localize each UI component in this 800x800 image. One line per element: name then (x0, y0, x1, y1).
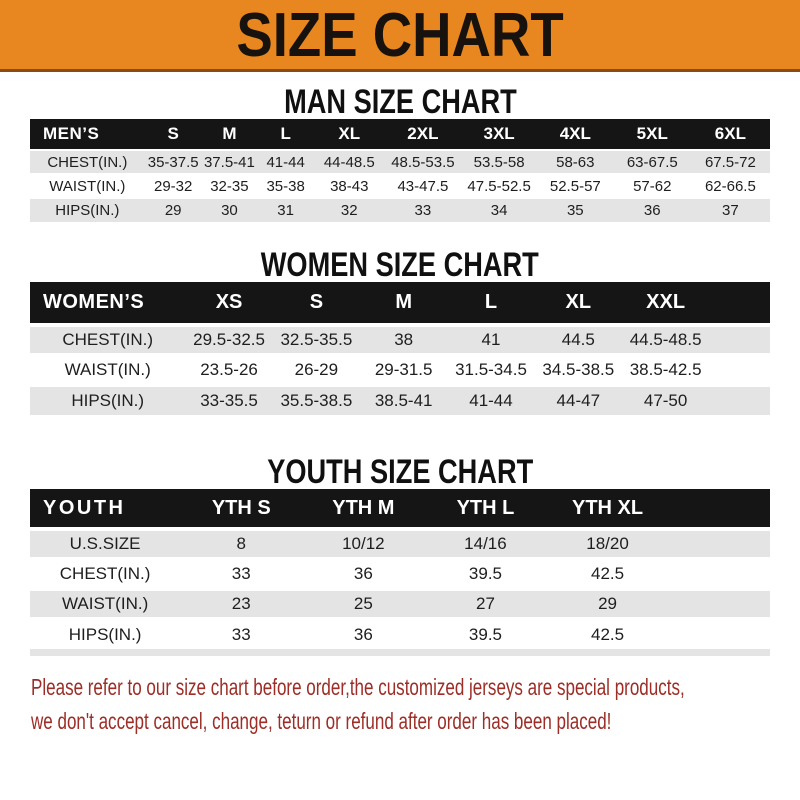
cell: 42.5 (547, 559, 669, 589)
youth-section-heading: YOUTH SIZE CHART (267, 453, 533, 491)
size-chart-banner (0, 0, 800, 72)
men-size-col: M (222, 124, 237, 143)
cell: 38.5-42.5 (622, 355, 709, 385)
women-size-col: S (309, 291, 324, 313)
cell: 29-31.5 (360, 355, 447, 385)
men-hips-row (30, 198, 770, 222)
women-size-col: M (395, 291, 412, 313)
row-label: WAIST(IN.) (30, 589, 180, 619)
row-label: U.S.SIZE (30, 529, 180, 559)
spacer (709, 385, 770, 415)
cell: 62-66.5 (691, 174, 770, 198)
cell: 33 (180, 619, 302, 649)
cell: 32.5-35.5 (273, 325, 360, 355)
women-waist-row (30, 355, 770, 385)
cell: 53.5-58 (461, 150, 536, 174)
youth-size-col: YTH XL (571, 496, 644, 519)
spacer (669, 619, 770, 649)
men-chest-row (30, 150, 770, 174)
row-label: HIPS(IN.) (30, 385, 185, 415)
women-size-table (30, 282, 770, 415)
row-label: HIPS(IN.) (30, 619, 180, 649)
cell: 44-48.5 (314, 150, 384, 174)
row-label: WAIST(IN.) (30, 174, 145, 198)
men-section-heading: MAN SIZE CHART (283, 83, 517, 121)
cell: 27 (424, 589, 546, 619)
cell: 41 (447, 325, 534, 355)
cell: 34.5-38.5 (535, 355, 622, 385)
cell: 33 (384, 198, 461, 222)
cell: 18/20 (547, 529, 669, 559)
cell: 63-67.5 (614, 150, 691, 174)
cell: 38-43 (314, 174, 384, 198)
cell: 8 (180, 529, 302, 559)
cell: 35-37.5 (145, 150, 202, 174)
spacer (669, 529, 770, 559)
cell: 42.5 (547, 619, 669, 649)
youth-ussize-row (30, 529, 770, 559)
cell: 36 (614, 198, 691, 222)
cell: 10/12 (302, 529, 424, 559)
cell: 57-62 (614, 174, 691, 198)
youth-waist-row (30, 589, 770, 619)
cell: 47-50 (622, 385, 709, 415)
row-label: CHEST(IN.) (30, 150, 145, 174)
cell: 33-35.5 (185, 385, 272, 415)
cell: 44-47 (535, 385, 622, 415)
women-section-heading: WOMEN SIZE CHART (260, 246, 540, 284)
men-size-col: S (167, 124, 179, 143)
cell: 31 (257, 198, 314, 222)
cell: 38.5-41 (360, 385, 447, 415)
banner-title: SIZE CHART (236, 0, 564, 70)
youth-table-bottom-strip (30, 649, 770, 656)
cell: 37.5-41 (202, 150, 258, 174)
spacer (709, 325, 770, 355)
spacer (669, 559, 770, 589)
cell: 34 (461, 198, 536, 222)
men-size-col: 2XL (407, 124, 439, 143)
youth-size-table (30, 489, 770, 649)
youth-size-col: YTH L (456, 496, 515, 519)
women-table-label: WOMEN’S (43, 291, 145, 313)
cell: 38 (360, 325, 447, 355)
spacer (709, 282, 770, 325)
women-size-col: XL (565, 291, 592, 313)
cell: 36 (302, 619, 424, 649)
men-waist-row (30, 174, 770, 198)
cell: 29.5-32.5 (185, 325, 272, 355)
cell: 58-63 (537, 150, 614, 174)
women-size-col: XS (215, 291, 243, 313)
women-chest-row (30, 325, 770, 355)
cell: 30 (202, 198, 258, 222)
youth-header-row (30, 489, 770, 529)
cell: 14/16 (424, 529, 546, 559)
spacer (709, 355, 770, 385)
cell: 29 (547, 589, 669, 619)
footer-note-line2: we don't accept cancel, change, teturn or refund after order has been placed! (31, 708, 612, 734)
footer-note-line1: Please refer to our size chart before order,the customized jerseys are special products, (31, 674, 685, 700)
row-label: CHEST(IN.) (30, 559, 180, 589)
cell: 29 (145, 198, 202, 222)
women-size-col: XXL (646, 291, 686, 313)
spacer (669, 589, 770, 619)
cell: 47.5-52.5 (461, 174, 536, 198)
women-header-row (30, 282, 770, 325)
youth-size-col: YTH M (332, 496, 395, 519)
cell: 39.5 (424, 559, 546, 589)
cell: 41-44 (257, 150, 314, 174)
cell: 31.5-34.5 (447, 355, 534, 385)
men-size-col: XL (338, 124, 361, 143)
row-label: HIPS(IN.) (30, 198, 145, 222)
cell: 25 (302, 589, 424, 619)
youth-hips-row (30, 619, 770, 649)
men-table-label: MEN’S (43, 124, 100, 143)
cell: 37 (691, 198, 770, 222)
men-size-col: 5XL (636, 124, 668, 143)
men-size-col: 3XL (483, 124, 515, 143)
cell: 44.5-48.5 (622, 325, 709, 355)
youth-size-col: YTH S (211, 496, 271, 519)
spacer (669, 489, 770, 529)
cell: 35 (537, 198, 614, 222)
cell: 48.5-53.5 (384, 150, 461, 174)
cell: 29-32 (145, 174, 202, 198)
youth-table-label: YOUTH (43, 496, 126, 519)
men-size-table (30, 119, 770, 222)
cell: 43-47.5 (384, 174, 461, 198)
youth-chest-row (30, 559, 770, 589)
men-size-col: 4XL (559, 124, 591, 143)
cell: 26-29 (273, 355, 360, 385)
cell: 44.5 (535, 325, 622, 355)
cell: 32 (314, 198, 384, 222)
women-size-col: L (484, 291, 498, 313)
cell: 52.5-57 (537, 174, 614, 198)
cell: 35.5-38.5 (273, 385, 360, 415)
men-size-col: 6XL (714, 124, 746, 143)
cell: 35-38 (257, 174, 314, 198)
cell: 23.5-26 (185, 355, 272, 385)
men-size-col: L (280, 124, 291, 143)
cell: 67.5-72 (691, 150, 770, 174)
cell: 33 (180, 559, 302, 589)
row-label: WAIST(IN.) (30, 355, 185, 385)
footer-note (0, 670, 800, 738)
cell: 36 (302, 559, 424, 589)
row-label: CHEST(IN.) (30, 325, 185, 355)
cell: 39.5 (424, 619, 546, 649)
cell: 41-44 (447, 385, 534, 415)
men-header-row (30, 119, 770, 150)
cell: 23 (180, 589, 302, 619)
women-hips-row (30, 385, 770, 415)
cell: 32-35 (202, 174, 258, 198)
